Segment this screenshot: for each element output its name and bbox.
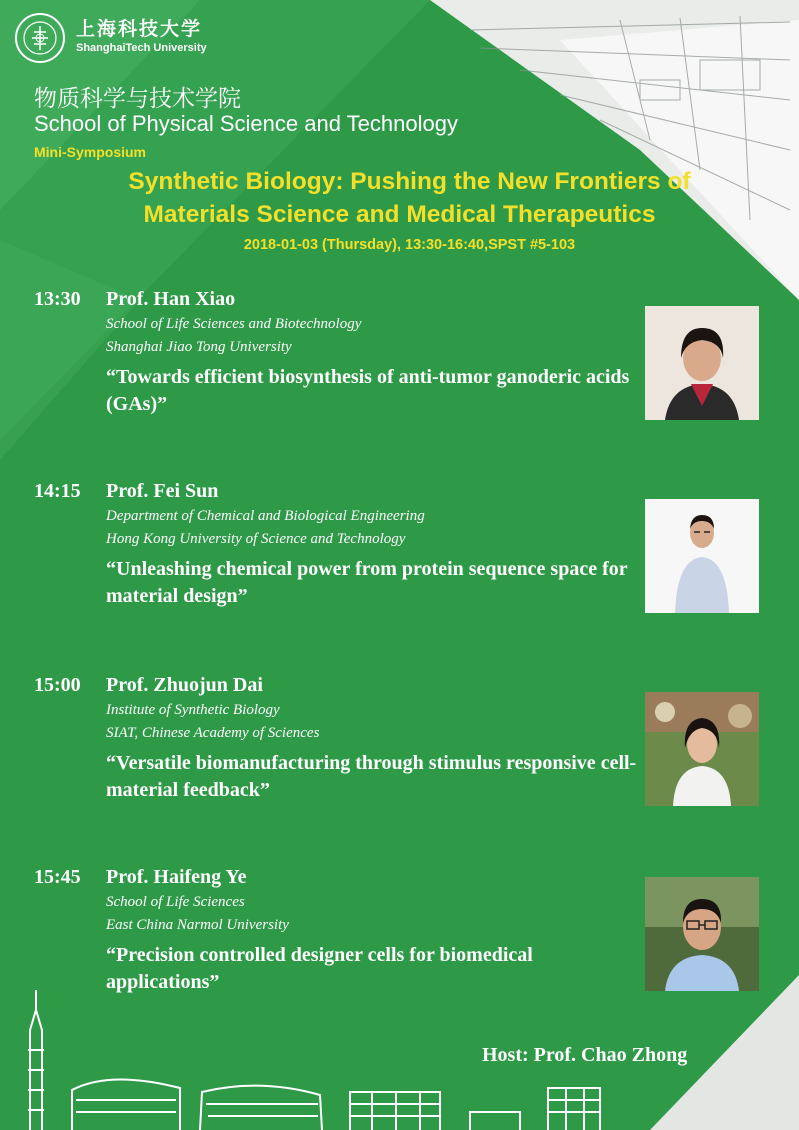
talk-time: 13:30	[34, 288, 81, 310]
event-datetime: 2018-01-03 (Thursday), 13:30-16:40,SPST #5-103	[243, 237, 576, 253]
speaker-affiliation-dept: Department of Chemical and Biological Engineering	[106, 508, 425, 524]
school-name-cn: 物质科学与技术学院	[34, 86, 241, 112]
university-name-en: ShanghaiTech University	[76, 42, 207, 54]
speaker-affiliation-dept: Institute of Synthetic Biology	[106, 702, 280, 718]
speaker-photo	[645, 692, 759, 806]
speaker-photo	[645, 499, 759, 613]
talk-time: 15:45	[34, 866, 81, 888]
speaker-name: Prof. Zhuojun Dai	[106, 674, 263, 696]
talk-title: “Towards efficient biosynthesis of anti-tumor ganoderic acids (GAs)”	[106, 366, 630, 415]
speaker-name: Prof. Han Xiao	[106, 288, 236, 310]
speaker-affiliation-institution: East China Narmol University	[106, 917, 289, 933]
school-name-en: School of Physical Science and Technology	[34, 111, 458, 136]
talk-time: 15:00	[34, 674, 81, 696]
talk-title: “Unleashing chemical power from protein sequence space for material design”	[106, 558, 628, 607]
speaker-affiliation-institution: SIAT, Chinese Academy of Sciences	[106, 725, 320, 741]
event-label: Mini-Symposium	[34, 144, 147, 160]
talk-title: “Versatile biomanufacturing through stimulus responsive cell-material feedback”	[106, 752, 637, 801]
speaker-name: Prof. Fei Sun	[106, 480, 219, 502]
speaker-affiliation-dept: School of Life Sciences	[106, 894, 245, 910]
speaker-photo	[645, 877, 759, 991]
speaker-affiliation-institution: Hong Kong University of Science and Technology	[106, 531, 406, 547]
speaker-photo	[645, 306, 759, 420]
university-seal-logo	[14, 12, 66, 64]
event-title-line-2: Materials Science and Medical Therapeutics	[143, 201, 656, 228]
speaker-affiliation-institution: Shanghai Jiao Tong University	[106, 339, 292, 355]
event-title-line-1: Synthetic Biology: Pushing the New Frontiers of	[128, 168, 691, 195]
host-name: Host: Prof. Chao Zhong	[482, 1044, 688, 1066]
university-name-cn: 上海科技大学	[76, 18, 203, 40]
speaker-name: Prof. Haifeng Ye	[106, 866, 247, 888]
talk-time: 14:15	[34, 480, 81, 502]
speaker-affiliation-dept: School of Life Sciences and Biotechnology	[106, 316, 362, 332]
talk-title: “Precision controlled designer cells for biomedical applications”	[106, 944, 533, 993]
